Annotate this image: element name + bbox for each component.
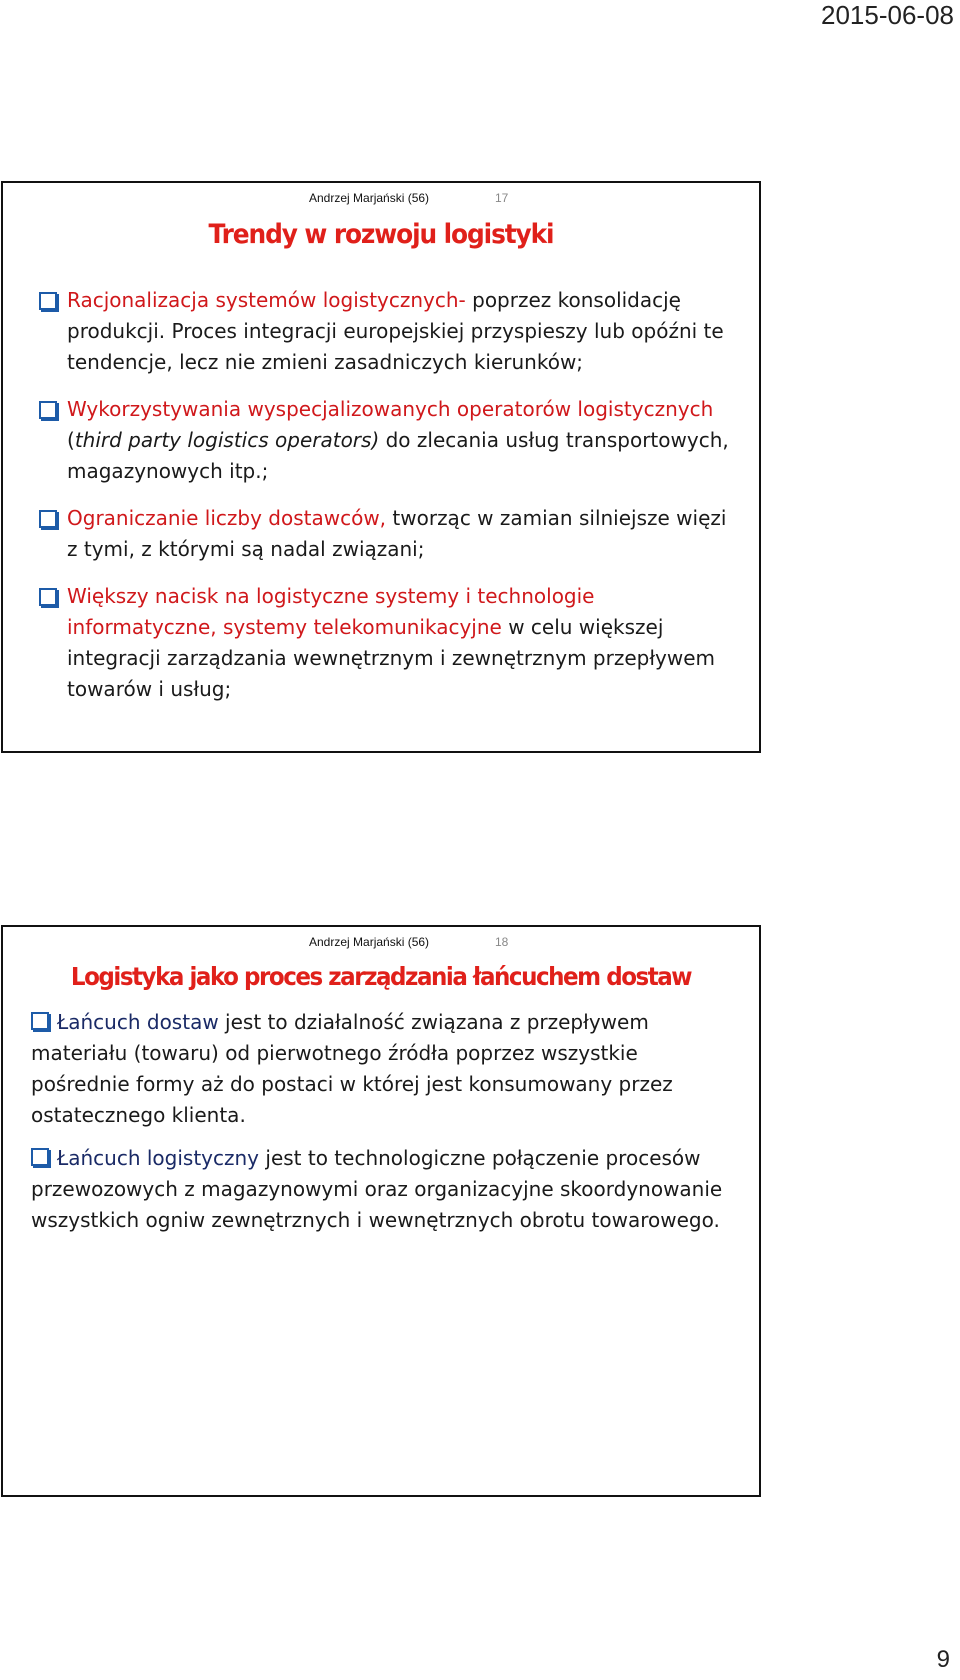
- list-item: [31, 1007, 741, 1131]
- list-item: [39, 581, 739, 705]
- bullet-emphasis: Wykorzystywania wyspecjalizowanych operatorów logistycznych: [67, 397, 714, 421]
- slide-18: [1, 925, 761, 1497]
- bullet-emphasis: Ograniczanie liczby dostawców,: [67, 506, 387, 530]
- bullet-text: jest to technologiczne połączenie procesów przewozowych z magazynowymi oraz organizacyjne skoordynowanie wszystkich ogniw zewnętrznych i wewnętrznych obrotu towarowego.: [31, 1146, 723, 1232]
- page-number: 9: [936, 1646, 950, 1673]
- bullet-list: [39, 285, 739, 721]
- slide-17: [1, 181, 761, 753]
- checkbox-square-icon: [39, 588, 57, 606]
- bullet-emphasis: Większy nacisk na logistyczne systemy i technologie informatyczne, systemy telekomunikacyjne: [67, 584, 595, 639]
- bullet-emphasis: Łańcuch dostaw: [57, 1010, 219, 1034]
- bullet-text: tworząc w zamian silniejsze więzi z tymi, z którymi są nadal związani;: [67, 506, 727, 561]
- bullet-text: poprzez konsolidację produkcji. Proces integracji europejskiej przyspieszy lub opóźni te tendencje, lecz nie zmieni zasadniczych kierunków;: [67, 288, 724, 374]
- checkbox-square-icon: [39, 292, 57, 310]
- page-date: 2015-06-08: [821, 0, 954, 30]
- bullet-list: [31, 1007, 741, 1248]
- bullet-text: w celu większej integracji zarządzania wewnętrznym i zewnętrznym przepływem towarów i usług;: [67, 615, 716, 701]
- slide-title: Trendy w rozwoju logistyki: [208, 219, 554, 250]
- slide-title: Logistyka jako proces zarządzania łańcuchem dostaw: [70, 962, 692, 991]
- bullet-italic: third party logistics operators): [74, 428, 380, 452]
- slide-author: Andrzej Marjański (56): [309, 191, 430, 205]
- list-item: [31, 1143, 741, 1236]
- bullet-text: do zlecania usług transportowych, magazynowych itp.;: [67, 428, 729, 483]
- bullet-text: (: [67, 428, 75, 452]
- checkbox-square-icon: [39, 510, 57, 528]
- checkbox-square-icon: [31, 1148, 49, 1166]
- checkbox-square-icon: [31, 1012, 49, 1030]
- slide-author: Andrzej Marjański (56): [309, 935, 430, 949]
- slide-number: 17: [495, 191, 509, 205]
- bullet-text: jest to działalność związana z przepływem materiału (towaru) od pierwotnego źródła poprzez wszystkie pośrednie formy aż do postaci w której jest konsumowany przez ostatecznego klienta.: [31, 1010, 673, 1127]
- list-item: [39, 394, 739, 487]
- slide-number: 18: [495, 935, 509, 949]
- bullet-emphasis: Łańcuch logistyczny: [57, 1146, 260, 1170]
- list-item: [39, 503, 739, 565]
- bullet-emphasis: Racjonalizacja systemów logistycznych-: [67, 288, 466, 312]
- checkbox-square-icon: [39, 401, 57, 419]
- list-item: [39, 285, 739, 378]
